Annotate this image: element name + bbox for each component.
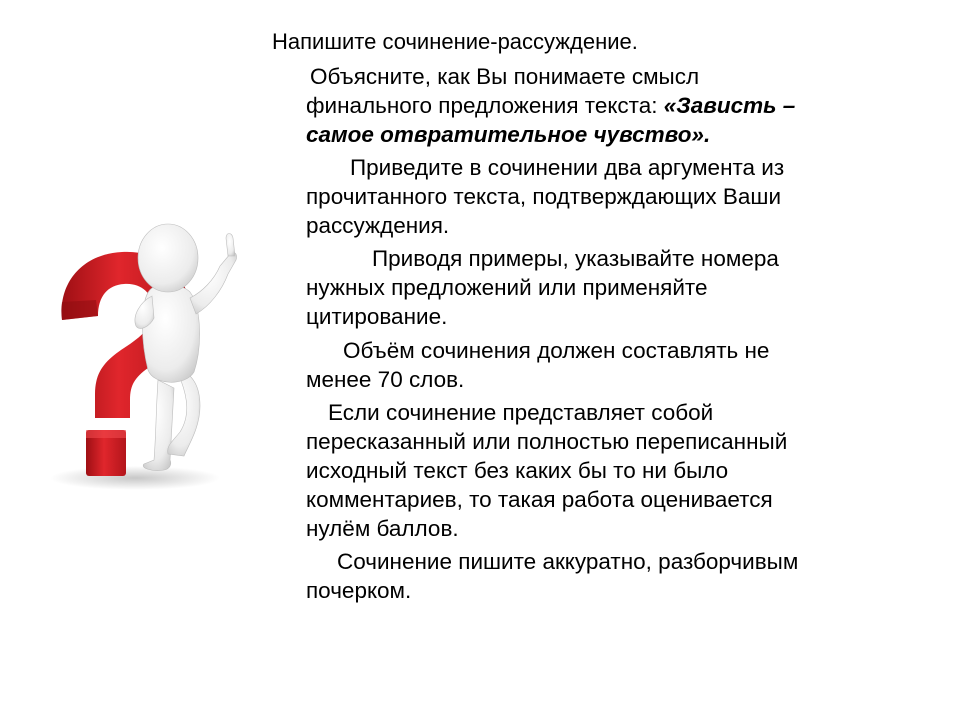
paragraph-4-line-1: Объём сочинения должен составлять не [343,338,770,363]
paragraph-5-line-2: пересказанный или полностью переписанный [306,429,788,454]
paragraph-4-line-2: менее 70 слов. [306,367,465,392]
paragraph-2-line-2: прочитанного текста, подтверждающих Ваши [306,184,782,209]
page-title: Напишите сочинение-рассуждение. [272,29,638,54]
paragraph-1-line-2 [306,91,795,120]
paragraph-1-line-2-text: финального предложения текста: [306,93,664,118]
paragraph-3-line-2: нужных предложений или применяйте [306,275,708,300]
paragraph-6-line-2: почерком. [306,578,412,603]
paragraph-6-line-1: Сочинение пишите аккуратно, разборчивым [337,549,799,574]
quote-end: самое отвратительное чувство». [306,122,711,147]
paragraph-5-line-5: нулём баллов. [306,516,459,541]
paragraph-2-line-3: рассуждения. [306,213,450,238]
quote-start: «Зависть – [663,93,796,118]
paragraph-1-line-1: Объясните, как Вы понимаете смысл [310,64,700,89]
paragraph-5-line-4: комментариев, то такая работа оценивается [306,487,773,512]
paragraph-5-line-3: исходный текст без каких бы то ни было [306,458,729,483]
paragraph-5-line-1: Если сочинение представляет собой [328,400,714,425]
paragraph-2-line-1: Приведите в сочинении два аргумента из [350,155,785,180]
paragraph-3-line-1: Приводя примеры, указывайте номера [372,246,779,271]
paragraph-3-line-3: цитирование. [306,304,448,329]
